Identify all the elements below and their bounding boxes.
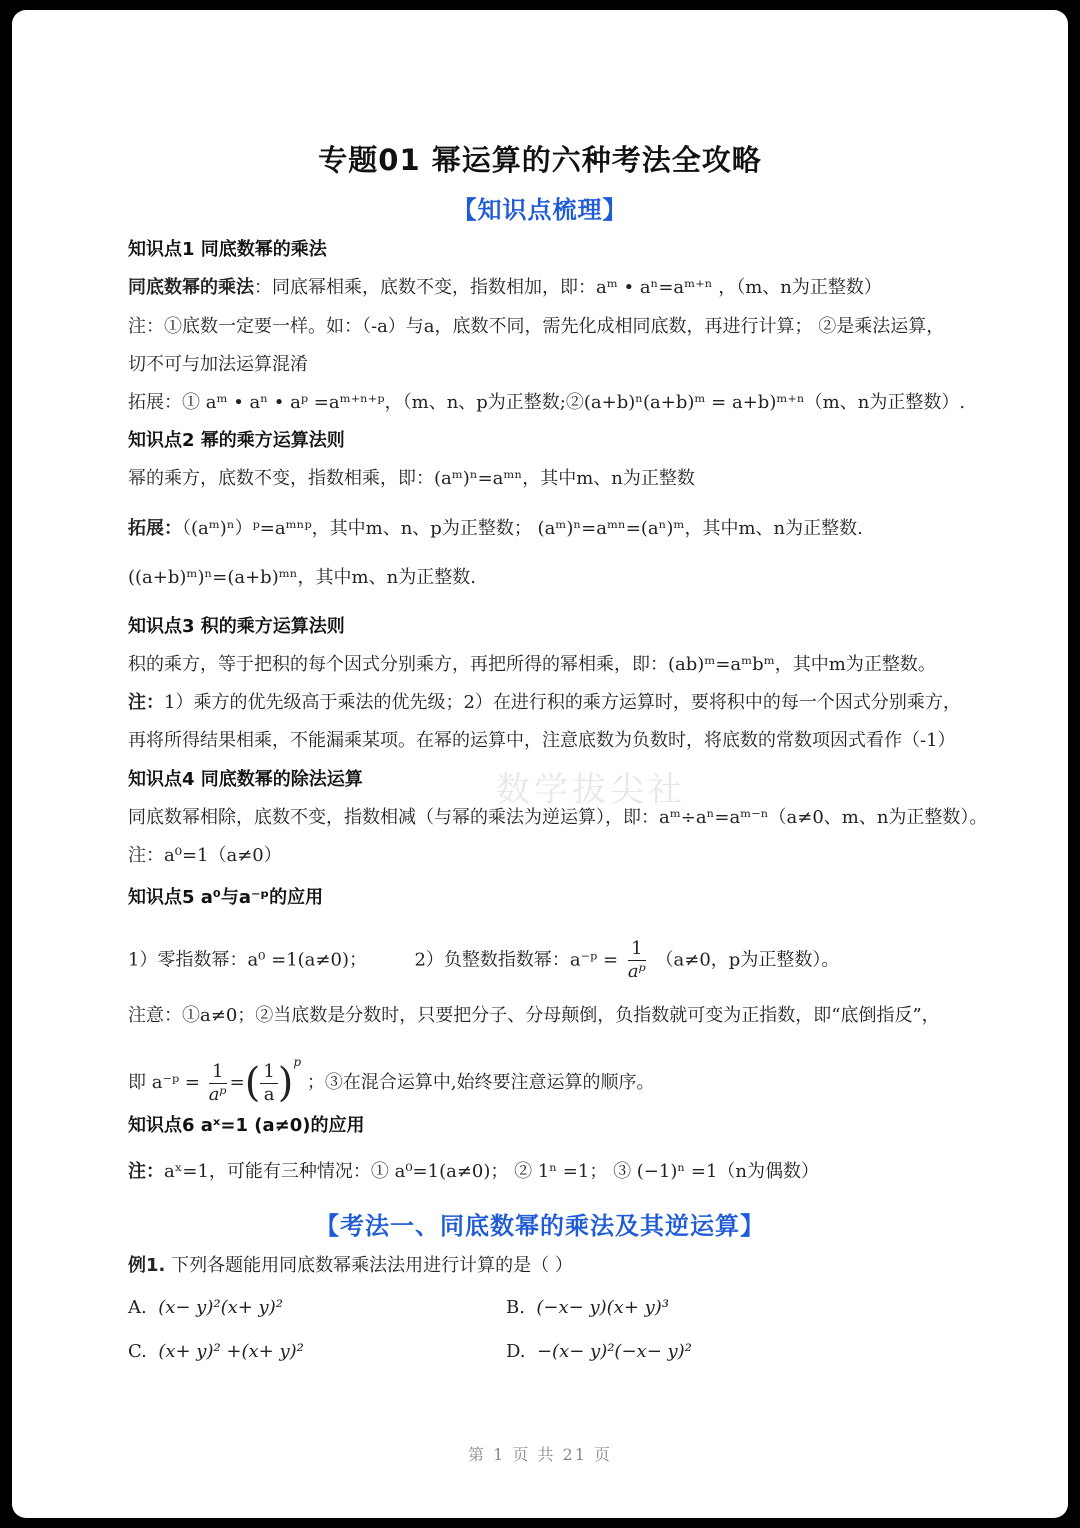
option-letter: D.	[506, 1341, 526, 1362]
section-heading-method1: 【考法一、同底数幂的乘法及其逆运算】	[315, 1212, 765, 1240]
document-page	[12, 10, 1068, 1518]
kp5-right-paren: )	[277, 1060, 294, 1106]
kp4-title: 知识点4 同底数幂的除法运算	[128, 769, 363, 790]
kp5-line1	[128, 938, 1028, 983]
kp3-note-line2: 再将所得结果相乘，不能漏乘某项。在幂的运算中，注意底数为负数时，将底数的常数项因式看作（-1）	[128, 730, 956, 751]
option-text: (−x− y)(x+ y)³	[536, 1297, 670, 1318]
option-letter: C.	[128, 1341, 147, 1362]
kp1-rule-label: 同底数幂的乘法	[128, 277, 254, 298]
kp3-note-line1	[128, 691, 1028, 715]
kp2-extension-line2: ((a+b)ᵐ)ⁿ=(a+b)ᵐⁿ，其中m、n为正整数.	[128, 567, 476, 588]
kp3-rule: 积的乘方，等于把积的每个因式分别乘方，再把所得的幂相乘，即：(ab)ᵐ=aᵐbᵐ，其中m为正整数。	[128, 654, 936, 675]
kp5-negative-exponent: 2）负整数指数幂：a⁻ᵖ =	[414, 949, 619, 971]
kp3-note-label: 注：	[128, 692, 164, 713]
option-text: (x− y)²(x+ y)²	[158, 1297, 283, 1318]
kp5-line3-frac2-num: 1	[260, 1061, 277, 1084]
example-question	[128, 1254, 1028, 1278]
kp5-title: 知识点5 a⁰与a⁻ᵖ的应用	[128, 887, 324, 908]
kp5-line3-frac1-num: 1	[209, 1061, 227, 1084]
kp6-note-label: 注：	[128, 1161, 164, 1182]
kp5-note: 注意：①a≠0；②当底数是分数时，只要把分子、分母颠倒，负指数就可变为正指数，即“底倒指反”，	[128, 1005, 940, 1026]
page-footer: 第 1 页 共 21 页	[468, 1445, 612, 1464]
kp5-line3: 即 a⁻ᵖ = $\frac{1}{\text{aᵖ}}$ =( $\frac{1}{a}$ )$^p$ ；③在混合运算中,始终要注意运算的顺序。	[128, 1055, 655, 1106]
kp3-note-text: 1）乘方的优先级高于乘法的优先级；2）在进行积的乘方运算时，要将积中的每一个因式分别乘方，	[164, 692, 961, 713]
kp2-title: 知识点2 幂的乘方运算法则	[128, 430, 345, 451]
kp5-line3-frac1-den: aᵖ	[208, 1083, 227, 1105]
kp5-line3-fraction2	[260, 1061, 277, 1106]
kp5-left-paren: (	[244, 1060, 261, 1106]
example-label: 例1.	[128, 1255, 166, 1276]
kp5-fraction	[628, 938, 646, 983]
kp5-fraction-denominator: aᵖ	[627, 961, 646, 982]
kp5-line3-fraction1	[209, 1061, 227, 1106]
section-heading-knowledge: 【知识点梳理】	[452, 196, 628, 224]
kp1-rule-text: ：同底幂相乘，底数不变，指数相加，即：aᵐ • aⁿ=aᵐ⁺ⁿ ，（m、n为正整数）	[254, 277, 882, 298]
kp4-rule: 同底数幂相除，底数不变，指数相减（与幂的乘法为逆运算），即：aᵐ÷aⁿ=aᵐ⁻ⁿ（a≠0、m、n为正整数）。	[128, 807, 988, 828]
kp5-line3-frac2-den: a	[263, 1083, 275, 1105]
option-a	[128, 1296, 283, 1320]
kp1-rule	[128, 276, 1028, 300]
kp1-note-line2: 切不可与加法运算混淆	[128, 354, 308, 375]
kp2-ext-text: （(aᵐ)ⁿ）ᵖ=aᵐⁿᵖ，其中m、n、p为正整数； (aᵐ)ⁿ=aᵐⁿ=(aⁿ)ᵐ，其中m、n为正整数.	[182, 518, 863, 539]
kp5-zero-exponent: 1）零指数幂：a⁰ =1(a≠0)；	[128, 949, 367, 971]
option-text: −(x− y)²(−x− y)²	[536, 1341, 692, 1362]
kp2-rule: 幂的乘方，底数不变，指数相乘，即：(aᵐ)ⁿ=aᵐⁿ，其中m、n为正整数	[128, 468, 695, 489]
page-title: 专题01 幂运算的六种考法全攻略	[318, 143, 762, 177]
kp1-title: 知识点1 同底数幂的乘法	[128, 239, 327, 260]
kp1-extension: 拓展：① aᵐ • aⁿ • aᵖ =aᵐ⁺ⁿ⁺ᵖ，（m、n、p为正整数;②(a+b)ⁿ(a+b)ᵐ = a+b)ᵐ⁺ⁿ（m、n为正整数）.	[128, 392, 966, 413]
kp1-note-line1: 注：①底数一定要一样。如：（-a）与a，底数不同，需先化成相同底数，再进行计算； ②是乘法运算，	[128, 316, 945, 337]
example-question-text: 下列各题能用同底数幂乘法法用进行计算的是（ ）	[171, 1255, 573, 1276]
kp6-title: 知识点6 aˣ=1 (a≠0)的应用	[128, 1115, 365, 1136]
kp2-ext-label: 拓展：	[128, 518, 182, 539]
option-c	[128, 1340, 304, 1364]
option-text: (x+ y)² +(x+ y)²	[158, 1341, 304, 1362]
kp5-line3-suffix: ；③在混合运算中,始终要注意运算的顺序。	[306, 1072, 655, 1093]
kp5-negative-condition: （a≠0，p为正整数）。	[655, 949, 840, 971]
kp5-fraction-numerator: 1	[628, 938, 646, 961]
option-d	[506, 1340, 692, 1364]
kp6-note-text: aˣ=1，可能有三种情况：① a⁰=1(a≠0)； ② 1ⁿ =1； ③ (−1)ⁿ =1（n为偶数）	[164, 1161, 820, 1182]
option-letter: A.	[128, 1297, 147, 1318]
kp5-line3-prefix: 即 a⁻ᵖ =	[128, 1072, 200, 1093]
watermark: 数学拔尖社	[496, 770, 686, 810]
option-letter: B.	[506, 1297, 525, 1318]
kp5-line3-exponent: p	[293, 1055, 302, 1069]
kp2-extension-line1	[128, 517, 1028, 541]
option-b	[506, 1296, 669, 1320]
kp3-title: 知识点3 积的乘方运算法则	[128, 616, 345, 637]
kp6-note	[128, 1160, 1028, 1184]
kp4-note: 注：a⁰=1（a≠0）	[128, 845, 282, 866]
